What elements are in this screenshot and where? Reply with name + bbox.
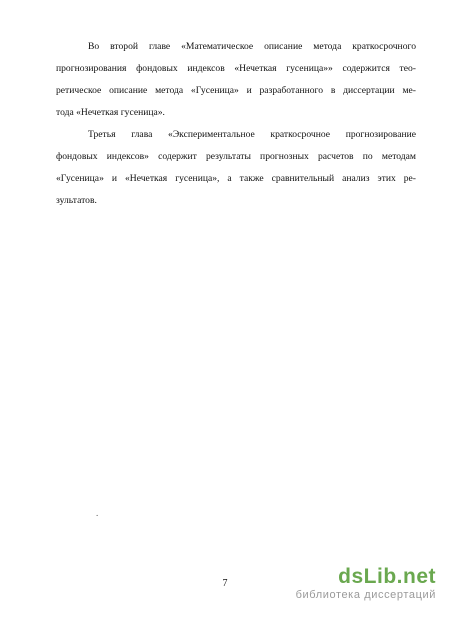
- paragraph-2-line-4: зультатов.: [56, 195, 97, 206]
- watermark-logo: dsLib.net: [338, 565, 436, 588]
- paragraph-1-line-4: тода «Нечеткая гусеница».: [56, 107, 165, 118]
- paragraph-1-line-3: ретическое описание метода «Гусеница» и разработанного в диссертации ме-: [56, 85, 416, 96]
- paragraph-2-line-3: «Гусеница» и «Нечеткая гусеница», а также сравнительный анализ этих ре-: [56, 173, 416, 184]
- paragraph-2-line-1: Третья глава «Экспериментальное краткосрочное прогнозирование: [88, 129, 416, 140]
- page-number: 7: [222, 578, 228, 589]
- paragraph-1-line-1: Во второй главе «Математическое описание метода краткосрочного: [88, 41, 416, 52]
- paragraph-2-line-2: фондовых индексов» содержит результаты прогнозных расчетов по методам: [56, 151, 416, 162]
- stray-mark: .: [96, 508, 99, 518]
- watermark-subtitle: библиотека диссертаций: [295, 589, 436, 601]
- paragraph-1-line-2: прогнозирования фондовых индексов «Нечеткая гусеница»» содержится тео-: [56, 63, 416, 74]
- body-text: [56, 36, 416, 212]
- dslib-watermark: [296, 566, 436, 601]
